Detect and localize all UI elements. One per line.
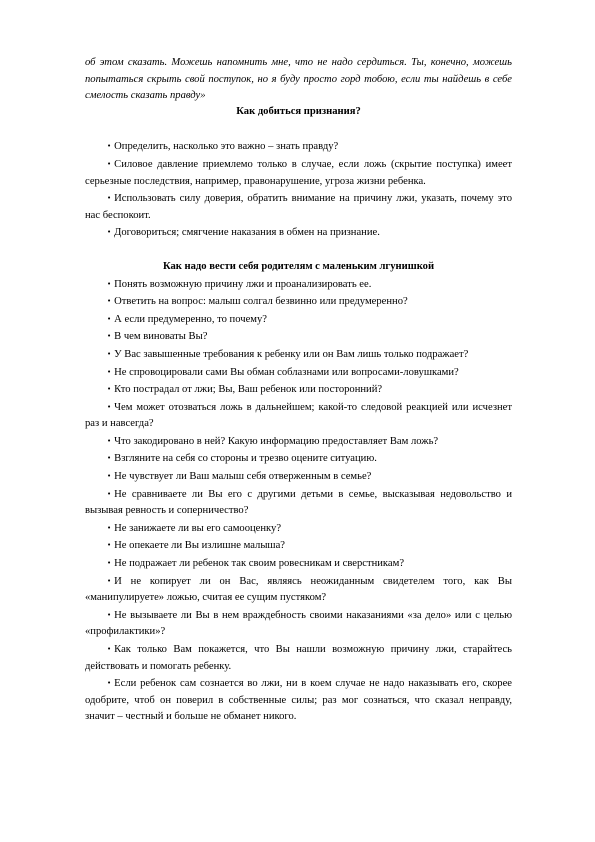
page-content <box>85 55 512 726</box>
spacer <box>85 242 512 259</box>
bullet-icon: • <box>107 279 112 288</box>
bullet-icon: • <box>107 142 112 151</box>
list-item <box>85 607 512 641</box>
list-item <box>85 328 512 346</box>
list-item <box>85 224 512 242</box>
list-item-text: Взгляните на себя со стороны и трезво оцените ситуацию. <box>114 453 377 465</box>
list-item-text: У Вас завышенные требования к ребенку или он Вам лишь только подражает? <box>114 348 469 360</box>
list-item <box>85 675 512 726</box>
confession-tips-list <box>85 138 512 242</box>
list-item <box>85 641 512 675</box>
bullet-icon: • <box>107 541 112 550</box>
bullet-icon: • <box>107 349 112 358</box>
list-item <box>85 555 512 573</box>
list-item <box>85 450 512 468</box>
list-item-text: Не занижаете ли вы его самооценку? <box>114 522 282 534</box>
list-item <box>85 311 512 329</box>
bullet-icon: • <box>107 385 112 394</box>
list-item <box>85 399 512 433</box>
bullet-icon: • <box>107 159 112 168</box>
bullet-icon: • <box>107 314 112 323</box>
bullet-icon: • <box>107 489 112 498</box>
bullet-icon: • <box>107 367 112 376</box>
list-item-text: Если ребенок сам сознается во лжи, ни в коем случае не надо наказывать его, скорее одобрите, чтоб он поверил в собственные силы; раз мог сознаться, что сказал неправду, значит – честный и больше не обманет никого. <box>85 678 512 723</box>
list-item-text: Договориться; смягчение наказания в обмен на признание. <box>114 227 380 239</box>
list-item <box>85 520 512 538</box>
list-item <box>85 190 512 224</box>
bullet-icon: • <box>107 523 112 532</box>
list-item-text: Определить, насколько это важно – знать правду? <box>114 141 339 153</box>
list-item <box>85 276 512 294</box>
list-item <box>85 573 512 607</box>
list-item <box>85 433 512 451</box>
list-item-text: Не опекаете ли Вы излишне малыша? <box>114 540 285 552</box>
list-item-text: А если предумеренно, то почему? <box>114 313 267 325</box>
list-item <box>85 468 512 486</box>
list-item-text: Ответить на вопрос: малыш солгал безвинно или предумеренно? <box>114 296 408 308</box>
bullet-icon: • <box>107 436 112 445</box>
bullet-icon: • <box>107 454 112 463</box>
list-item <box>85 293 512 311</box>
section-heading-parents: Как надо вести себя родителям с маленьким лгунишкой <box>162 260 435 272</box>
list-item-text: Не спровоцировали сами Вы обман соблазнами или вопросами-ловушками? <box>114 366 459 378</box>
list-item <box>85 156 512 190</box>
list-item-text: Как только Вам покажется, что Вы нашли возможную причину лжи, старайтесь действовать и помогать ребенку. <box>85 644 512 672</box>
bullet-icon: • <box>107 402 112 411</box>
list-item-text: Не вызываете ли Вы в нем враждебность своими наказаниями «за дело» или с целью «профилактики»? <box>85 609 512 638</box>
list-item <box>85 486 512 520</box>
bullet-icon: • <box>107 297 112 306</box>
list-item-text: В чем виноваты Вы? <box>114 331 208 343</box>
section-heading-confession: Как добиться признания? <box>236 105 361 117</box>
list-item <box>85 364 512 382</box>
bullet-icon: • <box>107 332 112 341</box>
intro-paragraph: об этом сказать. Можешь напомнить мне, что не надо сердиться. Ты, конечно, можешь попытаться скрыть свой поступок, но я буду просто горд тобою, если ты найдешь в себе смелость сказать правду» <box>85 57 512 102</box>
spacer <box>85 120 512 138</box>
bullet-icon: • <box>107 228 112 237</box>
bullet-icon: • <box>107 645 112 653</box>
list-item <box>85 537 512 555</box>
bullet-icon: • <box>107 679 112 688</box>
list-item-text: Кто пострадал от лжи; Вы, Ваш ребенок или посторонний? <box>114 384 383 396</box>
list-item <box>85 381 512 399</box>
list-item-text: Понять возможную причину лжи и проанализировать ее. <box>114 278 372 290</box>
bullet-icon: • <box>107 194 112 203</box>
list-item-text: И не копирует ли он Вас, являясь неожиданным свидетелем того, как Вы «манипулируете» ложью, считая ее сущим пустяком? <box>85 575 512 604</box>
parent-advice-list <box>85 276 512 726</box>
list-item-text: Использовать силу доверия, обратить внимание на причину лжи, указать, почему это нас беспокоит. <box>85 193 512 221</box>
list-item-text: Не чувствует ли Ваш малыш себя отверженным в семье? <box>114 471 372 483</box>
list-item-text: Чем может отозваться ложь в дальнейшем; какой-то следовой реакцией или исчезнет раз и навсегда? <box>85 401 512 430</box>
list-item-text: Не сравниваете ли Вы его с другими детьми в семье, высказывая недовольство и вызывая ревность и соперничество? <box>85 488 512 517</box>
bullet-icon: • <box>107 472 112 481</box>
list-item-text: Силовое давление приемлемо только в случае, если ложь (скрытие поступка) имеет серьезные последствия, например, правонарушение, угроза жизни ребенка. <box>85 158 512 187</box>
list-item <box>85 138 512 156</box>
list-item-text: Не подражает ли ребенок так своим ровесникам и сверстникам? <box>114 558 405 570</box>
bullet-icon: • <box>107 610 112 619</box>
bullet-icon: • <box>107 559 112 568</box>
bullet-icon: • <box>107 576 112 585</box>
list-item <box>85 346 512 364</box>
list-item-text: Что закодировано в ней? Какую информацию предоставляет Вам ложь? <box>114 435 439 447</box>
